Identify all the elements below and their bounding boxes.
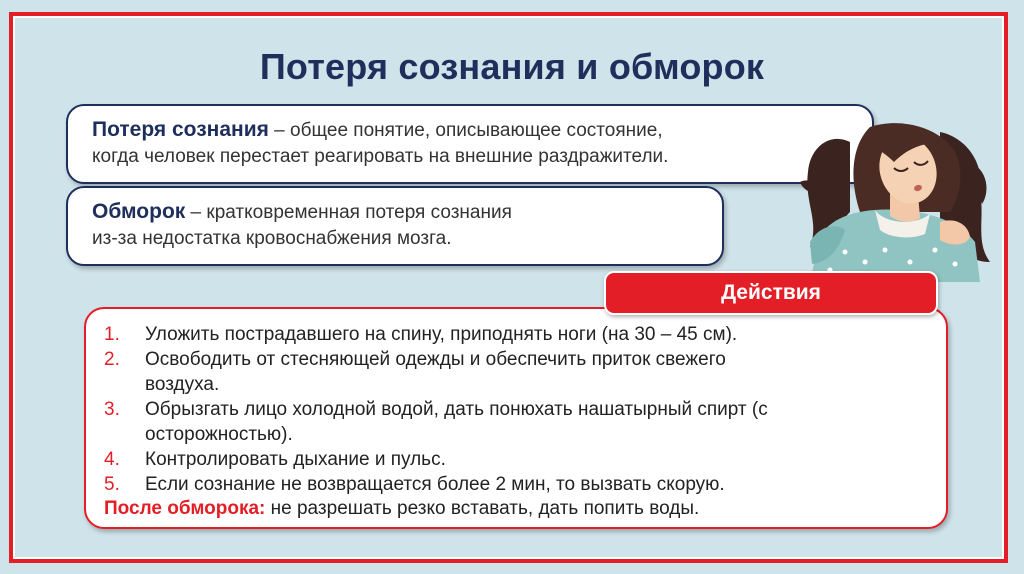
actions-heading: Действия bbox=[604, 271, 938, 315]
list-item bbox=[104, 472, 924, 497]
step-number: 4. bbox=[104, 449, 120, 470]
step-text: Обрызгать лицо холодной водой, дать понюхать нашатырный спирт (с bbox=[145, 399, 768, 420]
step-text-continued: воздуха. bbox=[145, 374, 220, 395]
slide-title: Потеря сознания и обморок bbox=[259, 46, 765, 87]
step-text: Освободить от стесняющей одежды и обеспечить приток свежего bbox=[145, 349, 726, 370]
step-number: 3. bbox=[104, 399, 120, 420]
definition-line-2: из-за недостатка кровоснабжения мозга. bbox=[92, 228, 452, 249]
after-fainting-note bbox=[104, 496, 924, 521]
definition-text bbox=[92, 199, 706, 252]
list-item bbox=[104, 322, 924, 347]
step-number: 2. bbox=[104, 349, 120, 370]
definition-dash: – bbox=[268, 120, 291, 141]
definition-line-1: общее понятие, описывающее состояние, bbox=[290, 120, 663, 141]
definition-text bbox=[92, 117, 856, 170]
step-text: Контролировать дыхание и пульс. bbox=[145, 449, 446, 470]
after-fainting-text: не разрешать резко вставать, дать попить воды. bbox=[265, 498, 700, 519]
step-number: 1. bbox=[104, 324, 120, 345]
fainting-woman-illustration bbox=[790, 122, 994, 282]
actions-steps-list bbox=[104, 322, 924, 497]
definition-box-fainting bbox=[66, 186, 724, 266]
definition-line-1: кратковременная потеря сознания bbox=[206, 202, 512, 223]
step-text-continued: осторожностью). bbox=[145, 424, 293, 445]
list-item bbox=[104, 347, 924, 397]
definition-box-loss-of-consciousness bbox=[66, 104, 874, 184]
step-text: Уложить пострадавшего на спину, приподнять ноги (на 30 – 45 см). bbox=[145, 324, 738, 345]
definition-term: Обморок bbox=[92, 200, 186, 223]
after-fainting-label: После обморока: bbox=[104, 498, 266, 519]
list-item bbox=[104, 397, 924, 447]
definition-dash: – bbox=[185, 202, 207, 223]
definition-term: Потеря сознания bbox=[92, 118, 269, 141]
list-item bbox=[104, 447, 924, 472]
step-number: 5. bbox=[104, 474, 120, 495]
step-text: Если сознание не возвращается более 2 мин, то вызвать скорую. bbox=[145, 474, 725, 495]
definition-line-2: когда человек перестает реагировать на внешние раздражители. bbox=[92, 146, 669, 167]
